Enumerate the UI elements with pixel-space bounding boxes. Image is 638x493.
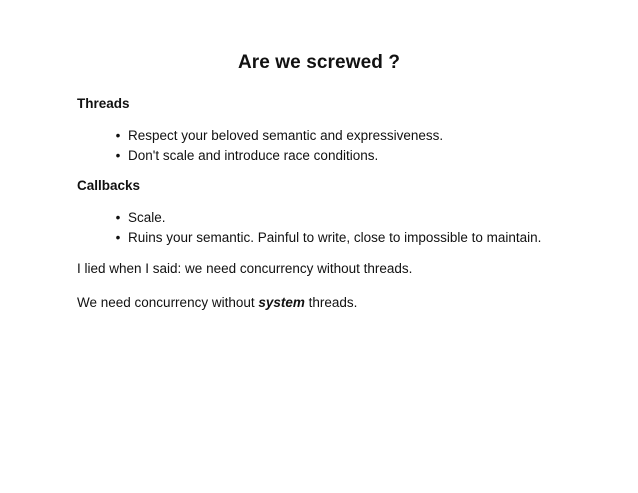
list-item-text: Don't scale and introduce race conditions.: [128, 148, 379, 163]
list-item-text: Respect your beloved semantic and expressiveness.: [128, 128, 444, 143]
callbacks-bullet-list: [112, 208, 541, 248]
bullet-icon: •: [115, 148, 121, 163]
bullet-icon: •: [115, 230, 121, 245]
list-item: [112, 228, 541, 248]
paragraph-text-before: We need concurrency without: [77, 295, 259, 310]
bullet-icon: •: [115, 210, 121, 225]
bullet-icon: •: [115, 128, 121, 143]
list-item: [112, 126, 443, 146]
emphasis-system: system: [258, 295, 305, 310]
paragraph-text-after: threads.: [304, 295, 358, 310]
threads-bullet-list: [112, 126, 443, 166]
paragraph-lied: I lied when I said: we need concurrency without threads.: [77, 261, 413, 276]
list-item: [112, 146, 443, 166]
slide-title: Are we screwed ?: [237, 52, 401, 73]
list-item: [112, 208, 541, 228]
paragraph-system-threads: [77, 295, 357, 310]
list-item-text: Scale.: [128, 210, 166, 225]
list-item-text: Ruins your semantic. Painful to write, close to impossible to maintain.: [128, 230, 542, 245]
section-heading-threads: Threads: [77, 96, 130, 111]
section-heading-callbacks: Callbacks: [77, 178, 141, 193]
